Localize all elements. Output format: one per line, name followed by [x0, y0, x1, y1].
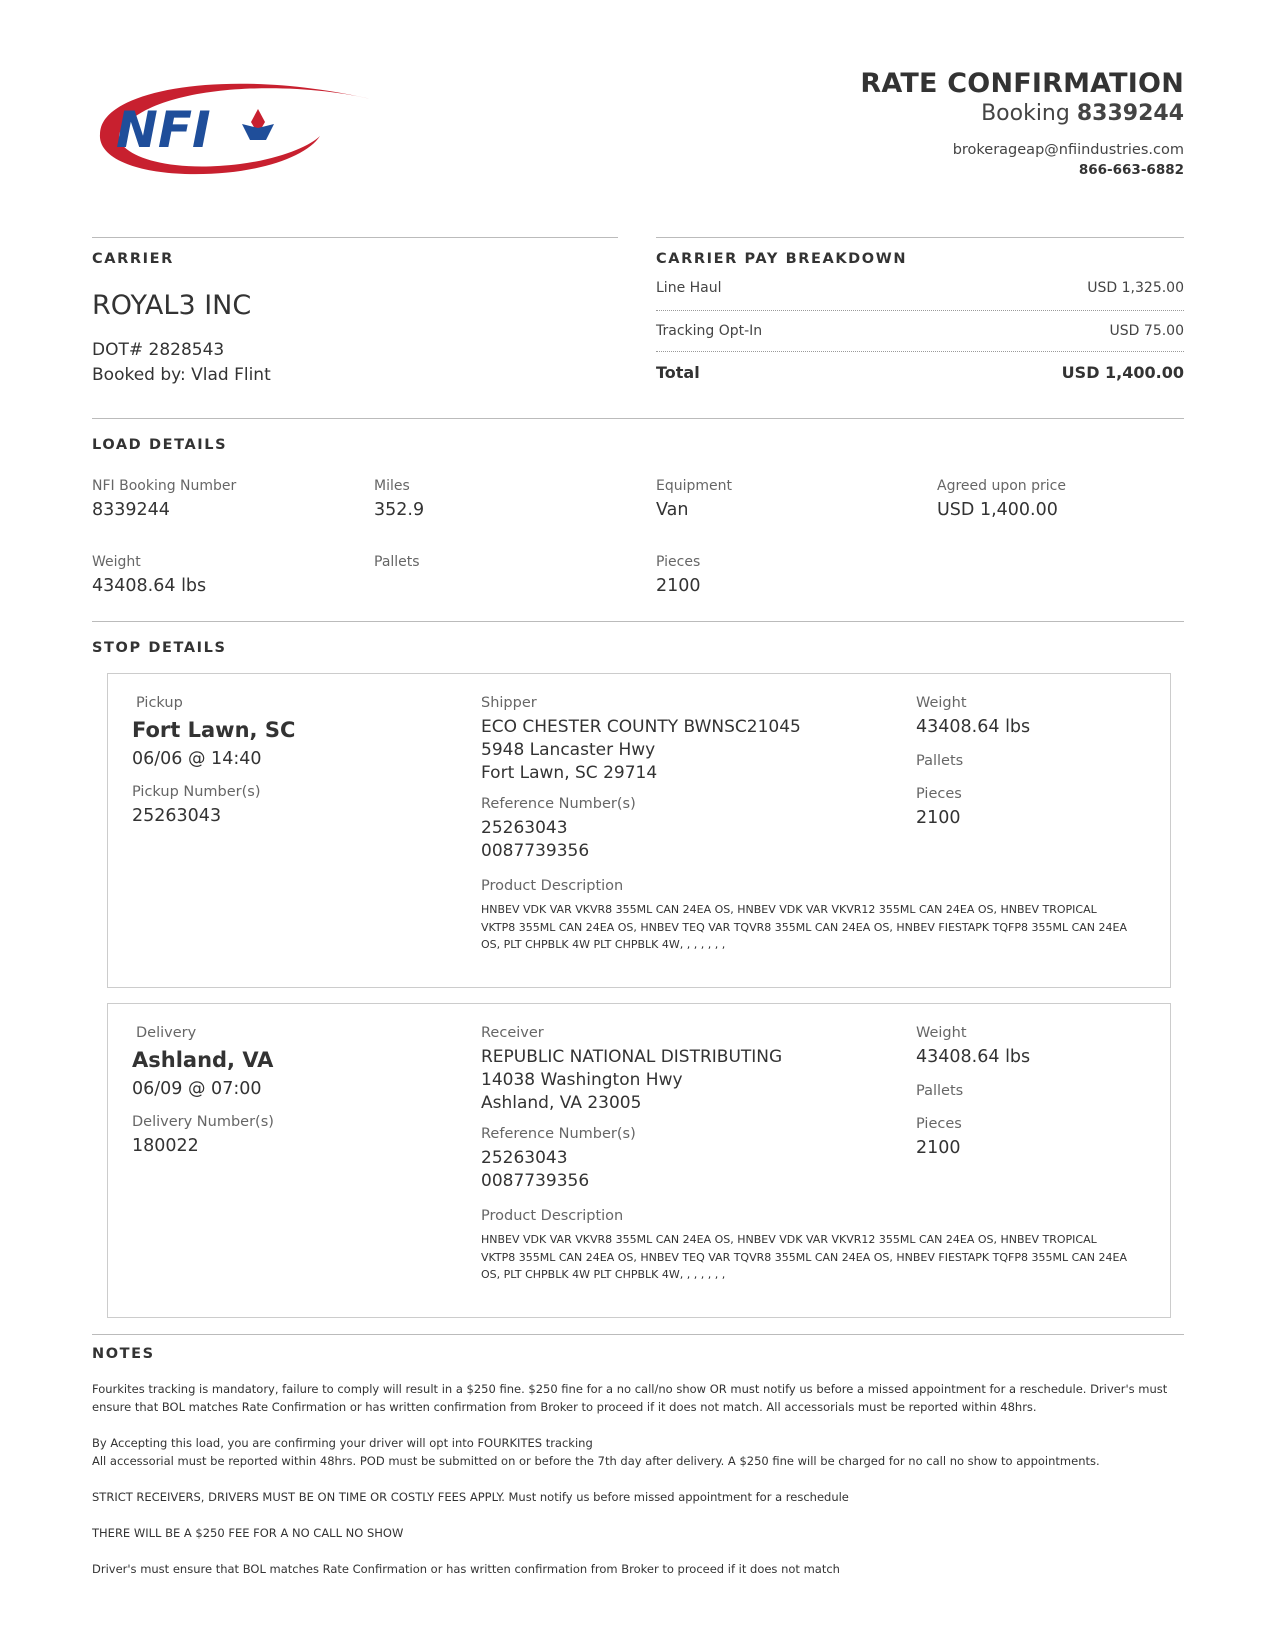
note-paragraph: Driver's must ensure that BOL matches Rate Confirmation or has written confirmation from Broker to proceed if it does not match [92, 1562, 840, 1576]
stop-number: 25263043 [132, 806, 222, 826]
carrier-name: ROYAL3 INC [92, 290, 252, 321]
party-address [481, 1046, 782, 1115]
carrier-section-title: CARRIER [92, 251, 174, 267]
booking-prefix: Booking [981, 101, 1070, 126]
stop-pieces-label: Pieces [916, 1116, 962, 1132]
stop-pallets-label: Pallets [916, 1083, 964, 1099]
load-section-title: LOAD DETAILS [92, 437, 228, 453]
reference-numbers [481, 1147, 589, 1193]
pay-row-line-haul [656, 278, 1184, 311]
product-description-label: Product Description [481, 878, 624, 894]
stop-number-label: Pickup Number(s) [132, 784, 261, 800]
stop-card-delivery [107, 1003, 1171, 1318]
divider [656, 237, 1184, 238]
pallets-label: Pallets [374, 554, 420, 570]
reference-numbers [481, 817, 589, 863]
party-name: REPUBLIC NATIONAL DISTRIBUTING [481, 1047, 783, 1067]
stop-datetime: 06/06 @ 14:40 [132, 749, 262, 769]
pay-section-title: CARRIER PAY BREAKDOWN [656, 251, 908, 267]
stop-city: Ashland, VA [132, 1048, 274, 1072]
agreed-price-value: USD 1,400.00 [937, 500, 1058, 520]
contact-email[interactable]: brokerageap@nfiindustries.com [952, 142, 1184, 158]
product-description-label: Product Description [481, 1208, 624, 1224]
stop-weight-label: Weight [916, 695, 967, 711]
stop-number-label: Delivery Number(s) [132, 1114, 274, 1130]
miles-label: Miles [374, 478, 410, 494]
document-title: RATE CONFIRMATION [860, 68, 1184, 99]
stop-card-pickup [107, 673, 1171, 988]
pay-breakdown-table [656, 278, 1184, 392]
stop-weight: 43408.64 lbs [916, 717, 1031, 737]
reference-number: 0087739356 [481, 841, 590, 861]
document-header [860, 68, 1184, 178]
pay-total-label: Total [656, 362, 700, 382]
party-address-line2: Ashland, VA 23005 [481, 1093, 642, 1113]
stop-pieces: 2100 [916, 808, 961, 828]
pay-row-amount: USD 1,325.00 [1087, 280, 1184, 296]
stop-pieces-label: Pieces [916, 786, 962, 802]
equipment-value: Van [656, 500, 689, 520]
stop-weight: 43408.64 lbs [916, 1047, 1031, 1067]
reference-label: Reference Number(s) [481, 1126, 636, 1142]
pieces-value: 2100 [656, 576, 701, 596]
contact-phone[interactable]: 866-663-6882 [1078, 162, 1184, 178]
booking-number-label: NFI Booking Number [92, 478, 237, 494]
reference-number: 25263043 [481, 818, 568, 838]
note-line: By Accepting this load, you are confirming your driver will opt into FOURKITES tracking [92, 1436, 593, 1450]
pay-row-tracking [656, 311, 1184, 352]
pay-row-label: Line Haul [656, 280, 722, 296]
divider [92, 1334, 1184, 1335]
stop-city: Fort Lawn, SC [132, 718, 296, 742]
party-label: Receiver [481, 1025, 544, 1041]
note-paragraph: STRICT RECEIVERS, DRIVERS MUST BE ON TIME OR COSTLY FEES APPLY. Must notify us before missed appointment for a reschedule [92, 1490, 849, 1504]
stop-type-label: Delivery [136, 1025, 197, 1041]
divider [92, 418, 1184, 419]
weight-label: Weight [92, 554, 141, 570]
miles-value: 352.9 [374, 500, 425, 520]
booking-number: 8339244 [1076, 101, 1184, 126]
pay-row-amount: USD 75.00 [1109, 323, 1184, 339]
reference-number: 0087739356 [481, 1171, 590, 1191]
booking-number-value: 8339244 [92, 500, 170, 520]
weight-value: 43408.64 lbs [92, 576, 207, 596]
nfi-logo [90, 64, 390, 184]
svg-text:NFI: NFI [116, 101, 211, 159]
note-paragraph: THERE WILL BE A $250 FEE FOR A NO CALL NO SHOW [92, 1526, 404, 1540]
agreed-price-label: Agreed upon price [937, 478, 1066, 494]
stop-weight-label: Weight [916, 1025, 967, 1041]
pay-row-total [656, 352, 1184, 392]
notes-section-title: NOTES [92, 1346, 155, 1362]
divider [92, 621, 1184, 622]
party-address-line2: Fort Lawn, SC 29714 [481, 763, 658, 783]
party-label: Shipper [481, 695, 537, 711]
stop-datetime: 06/09 @ 07:00 [132, 1079, 262, 1099]
pay-total-amount: USD 1,400.00 [1061, 362, 1184, 382]
stop-pallets-label: Pallets [916, 753, 964, 769]
note-paragraph [92, 1434, 1187, 1470]
reference-label: Reference Number(s) [481, 796, 636, 812]
note-line: All accessorial must be reported within 48hrs. POD must be submitted on or before the 7th day after delivery. A $250 fine will be charged for no call no show to appointments. [92, 1454, 1100, 1468]
divider [92, 237, 618, 238]
pieces-label: Pieces [656, 554, 701, 570]
party-address-line1: 14038 Washington Hwy [481, 1070, 683, 1090]
product-description: HNBEV VDK VAR VKVR8 355ML CAN 24EA OS, HNBEV VDK VAR VKVR12 355ML CAN 24EA OS, HNBEV TROPICAL VKTP8 355ML CAN 24EA OS, HNBEV TEQ VAR TQVR8 355ML CAN 24EA OS, HNBEV FIESTAPK TQFP8 355ML CAN 24EA OS, PLT CHPBLK 4W PLT CHPBLK 4W, , , , , , , [481, 903, 1127, 951]
party-address-line1: 5948 Lancaster Hwy [481, 740, 656, 760]
stop-type-label: Pickup [136, 695, 183, 711]
carrier-dot-number: DOT# 2828543 [92, 340, 225, 360]
party-address [481, 716, 801, 785]
equipment-label: Equipment [656, 478, 732, 494]
stop-pieces: 2100 [916, 1138, 961, 1158]
reference-number: 25263043 [481, 1148, 568, 1168]
stop-number: 180022 [132, 1136, 199, 1156]
booking-heading [860, 101, 1184, 126]
note-paragraph: Fourkites tracking is mandatory, failure to comply will result in a $250 fine. $250 fine for a no call/no show OR must notify us before a missed appointment for a reschedule. Driver's must ensure that BOL matches Rate Confirmation or has written confirmation from Broker to proceed if it does not match. All accessorials must be reported within 48hrs. [92, 1382, 1168, 1414]
pay-row-label: Tracking Opt-In [656, 323, 763, 339]
notes-body [92, 1380, 1187, 1596]
party-name: ECO CHESTER COUNTY BWNSC21045 [481, 717, 801, 737]
carrier-booked-by: Booked by: Vlad Flint [92, 365, 271, 385]
stops-section-title: STOP DETAILS [92, 640, 227, 656]
product-description: HNBEV VDK VAR VKVR8 355ML CAN 24EA OS, HNBEV VDK VAR VKVR12 355ML CAN 24EA OS, HNBEV TROPICAL VKTP8 355ML CAN 24EA OS, HNBEV TEQ VAR TQVR8 355ML CAN 24EA OS, HNBEV FIESTAPK TQFP8 355ML CAN 24EA OS, PLT CHPBLK 4W PLT CHPBLK 4W, , , , , , , [481, 1233, 1127, 1281]
